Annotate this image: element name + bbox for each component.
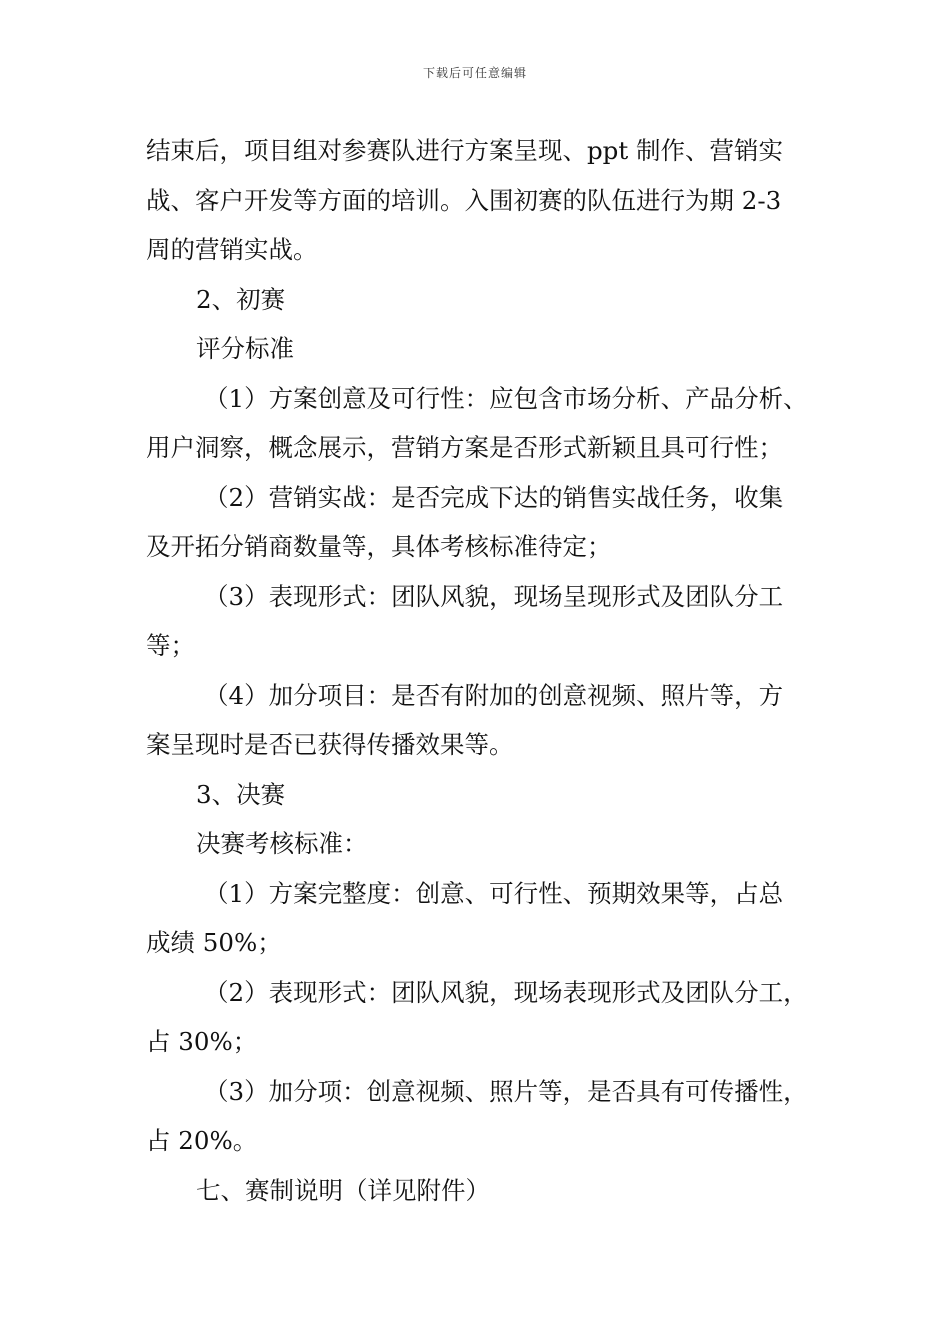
section-heading-rules: 七、赛制说明（详见附件） [196,1175,490,1205]
section-heading-preliminary: 2、初赛 [196,284,286,314]
text-line: 等； [146,631,195,660]
criteria-item: （4）加分项目：是否有附加的创意视频、照片等，方 [204,680,784,710]
text-line: 周的营销实战。 [146,235,318,264]
criteria-item: （2）营销实战：是否完成下达的销售实战任务，收集 [204,482,784,512]
subheading-scoring-criteria: 评分标准 [196,334,294,363]
text-line: 成绩 50%； [146,928,282,957]
criteria-item: （3）加分项：创意视频、照片等，是否具有可传播性， [204,1076,808,1106]
text-line: 案呈现时是否已获得传播效果等。 [146,730,514,759]
page-header: 下载后可任意编辑 [422,66,527,80]
criteria-item: （1）方案创意及可行性：应包含市场分析、产品分析、 [204,383,808,413]
criteria-item: （1）方案完整度：创意、可行性、预期效果等，占总 [204,878,784,908]
text-line: 及开拓分销商数量等，具体考核标准待定； [146,532,612,561]
text-line: 占 30%； [146,1027,258,1056]
text-line: 结束后，项目组对参赛队进行方案呈现、ppt 制作、营销实 [146,136,783,165]
text-line: 占 20%。 [146,1126,258,1155]
section-heading-final: 3、决赛 [196,779,286,809]
criteria-item: （2）表现形式：团队风貌，现场表现形式及团队分工， [204,977,808,1007]
text-line: 用户洞察，概念展示，营销方案是否形式新颖且具可行性； [146,433,783,462]
document-body [146,126,816,1215]
subheading-final-criteria: 决赛考核标准： [196,829,368,858]
text-line: 战、客户开发等方面的培训。入围初赛的队伍进行为期 2-3 [146,185,782,215]
criteria-item: （3）表现形式：团队风貌，现场呈现形式及团队分工 [204,581,784,611]
